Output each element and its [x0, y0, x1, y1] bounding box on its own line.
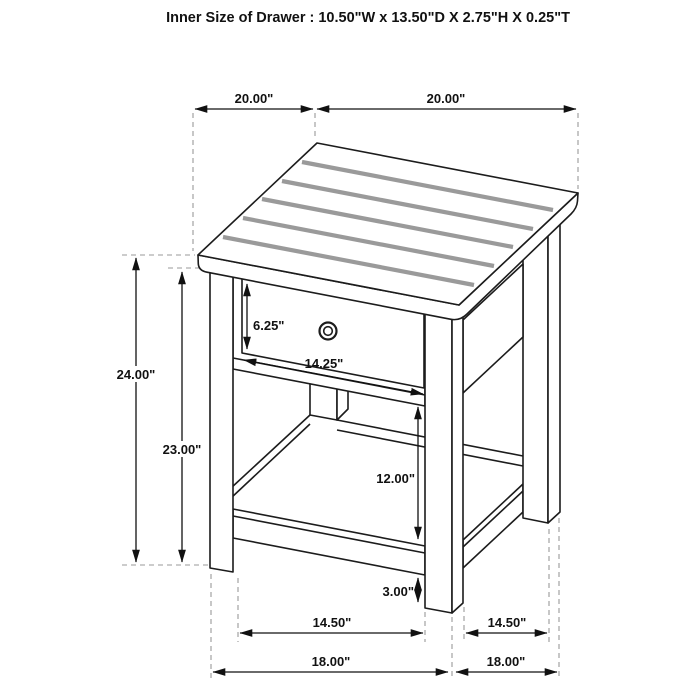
- dim-drawer-to-shelf: [376, 407, 418, 539]
- dim-label-drawer-to-shelf: 12.00": [376, 471, 415, 486]
- back-right-leg: [523, 220, 560, 523]
- dim-label-height-under-top: 23.00": [162, 442, 202, 457]
- dim-label-top-depth: 20.00": [426, 91, 466, 106]
- dim-side-outer-depth: [456, 654, 557, 672]
- dim-label-top-width: 20.00": [234, 91, 274, 106]
- dim-front-inner-width: [240, 615, 423, 633]
- drawing-title: Inner Size of Drawer : 10.50"W x 13.50"D X 2.75"H X 0.25"T: [166, 10, 570, 26]
- dim-top-depth: [317, 91, 576, 109]
- shelf-side-band: [463, 484, 523, 568]
- front-left-leg: [210, 263, 233, 572]
- front-right-leg: [425, 298, 463, 613]
- dim-top-width: [195, 91, 313, 109]
- dim-label-drawer-width: 14.25": [304, 356, 344, 371]
- table-drawing: [198, 143, 578, 613]
- dim-label-side-outer-depth: 18.00": [486, 654, 526, 669]
- dim-shelf-to-floor: [383, 578, 418, 602]
- dim-side-inner-depth: [466, 615, 547, 633]
- shelf-front-band: [233, 509, 425, 575]
- dim-label-front-inner-width: 14.50": [312, 615, 352, 630]
- dim-front-outer-width: [213, 654, 448, 672]
- dim-overall-height: [112, 258, 160, 562]
- dim-label-overall-height: 24.00": [116, 367, 156, 382]
- dim-label-front-outer-width: 18.00": [311, 654, 351, 669]
- dim-label-side-inner-depth: 14.50": [487, 615, 527, 630]
- dim-height-under-top: [158, 272, 206, 562]
- dim-label-shelf-to-floor: 3.00": [382, 584, 414, 599]
- dim-label-drawer-height: 6.25": [253, 318, 285, 333]
